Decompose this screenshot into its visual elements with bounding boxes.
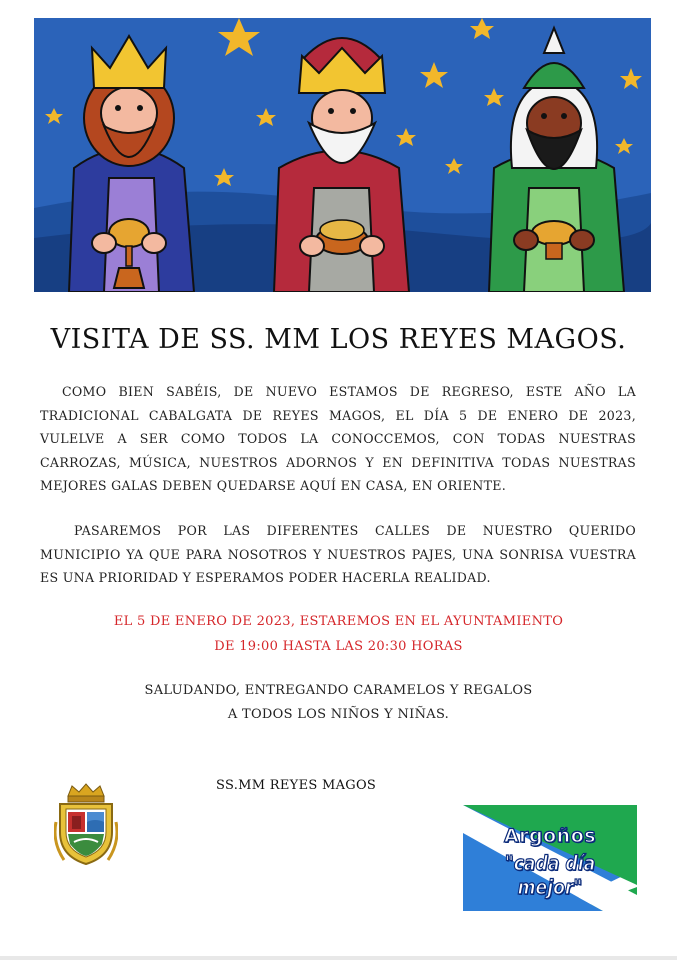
page-title: VISITA DE SS. MM LOS REYES MAGOS. <box>50 324 627 355</box>
signature: SS.MM REYES MAGOS <box>216 778 377 793</box>
municipal-crest-logo <box>54 782 118 870</box>
argonos-logo <box>463 805 637 911</box>
route-paragraph: PASAREMOS POR LAS DIFERENTES CALLES DE NUESTRO QUERIDO MUNICIPIO YA QUE PARA NOSOTROS Y NUESTROS PAJES, UNA SONRISA VUESTRA ES UNA PRIORIDAD Y ESPERAMOS PODER HACERLA REALIDAD. <box>40 523 636 585</box>
three-kings-illustration <box>34 18 651 292</box>
event-time-line: DE 19:00 HASTA LAS 20:30 HORAS <box>214 639 463 654</box>
bottom-divider <box>0 956 677 960</box>
logo-slogan: "cada día mejor" <box>504 851 596 899</box>
event-date-line: EL 5 DE ENERO DE 2023, ESTAREMOS EN EL AYUNTAMIENTO <box>113 614 564 629</box>
intro-paragraph: COMO BIEN SABÉIS, DE NUEVO ESTAMOS DE REGRESO, ESTE AÑO LA TRADICIONAL CABALGATA DE REYES MAGOS, EL DÍA 5 DE ENERO DE 2023, VULELVE A SER COMO TODOS LA CONOCCEMOS, CON TODAS NUESTRAS CARROZAS, MÚSICA, NUESTROS ADORNOS Y EN DEFINITIVA TODAS NUESTRAS MEJORES GALAS DEBEN QUEDARSE AQUÍ EN CASA, EN ORIENTE. <box>40 384 636 493</box>
greeting-line-2: A TODOS LOS NIÑOS Y NIÑAS. <box>227 707 450 722</box>
greeting-line-1: SALUDANDO, ENTREGANDO CARAMELOS Y REGALOS <box>144 683 533 698</box>
logo-name: Argoños <box>503 825 597 847</box>
